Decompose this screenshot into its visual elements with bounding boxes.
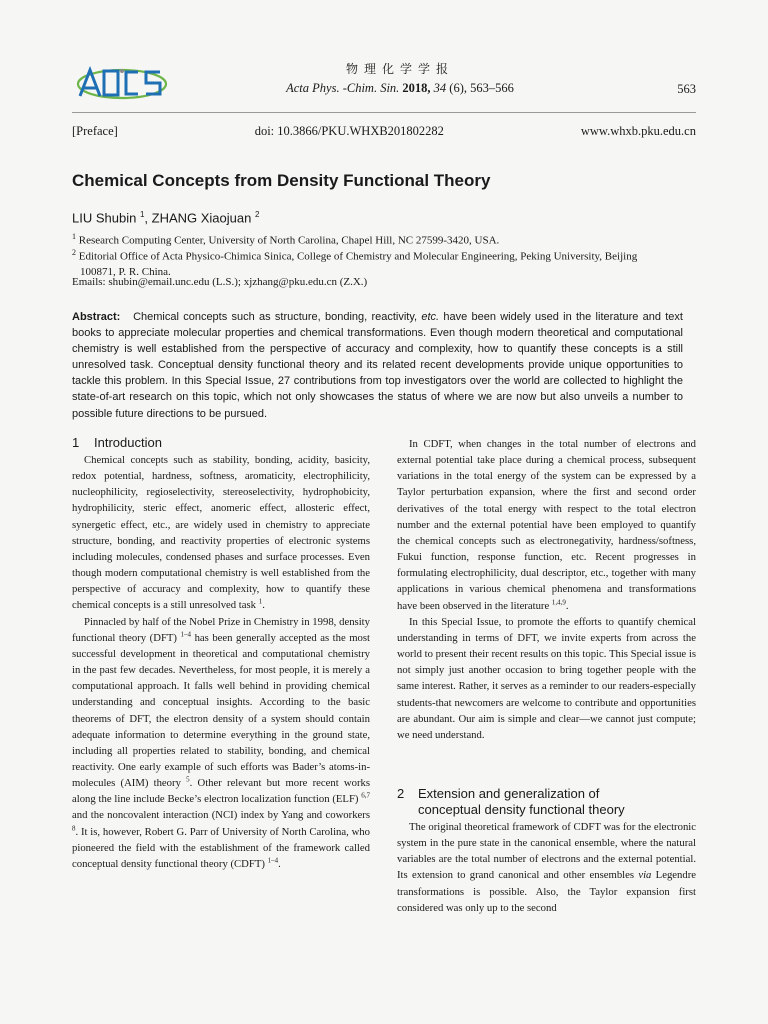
page-number: 563 — [677, 82, 696, 96]
author-list: LIU Shubin $^1$, ZHANG Xiaojuan $^2$ — [72, 210, 260, 226]
paragraph: In CDFT, when changes in the total number of electrons and external potential take place during a chemical process, subsequent variations in the total energy of the system can be expressed by a Taylor perturbation expansion, where the first and second order derivatives of the total energy with respect to the total electron number and the external potential have been employed to quantify the chemical concepts such as electronegativity, hardness/softness, Fukui function, response function, etc. Recent progresses in formulating electrophilicity, dual descriptor, etc., together with many applications in various chemical phenomena and transformations have been observed in the literature $^{1,4,9}$. — [397, 438, 696, 612]
left-column — [72, 452, 370, 872]
right-column — [397, 436, 696, 743]
affiliation-2: $^2$ Editorial Office of Acta Physico-Chimica Sinica, College of Chemistry and Molecular Engineering, Peking University, Beijing 100871, P. R. China. — [72, 248, 638, 278]
article-title: Chemical Concepts from Density Functional Theory — [72, 171, 491, 190]
author-emails: Emails: shubin@email.unc.edu (L.S.); xjzhang@pku.edu.cn (Z.X.) — [72, 276, 368, 288]
section-heading-introduction: 1 Introduction — [72, 435, 162, 450]
doi-link[interactable]: doi: 10.3866/PKU.WHXB201802282 — [254, 124, 444, 138]
paragraph: In this Special Issue, to promote the efforts to quantify chemical understanding in terms of DFT, we invite experts from across the world to present their recent results on this topic. This Special issue is not simply just another occasion to bring together people with the same interest. Rather, it serves as a reminder to our readers-especially students-that newcomers are welcome to contribute and opportunities are abundant. Our aim is simple and clear—we cannot just compute; we need understand. — [397, 615, 696, 741]
journal-name-chinese: 物理化学学报 — [345, 62, 454, 76]
section-heading-extension: 2 Extension and generalization of conceptual density functional theory — [397, 786, 625, 817]
article-type: [Preface] — [72, 124, 118, 138]
header-divider — [72, 112, 696, 113]
affiliation-1: $^1$ Research Computing Center, University of North Carolina, Chapel Hill, NC 27599-3420, USA. — [72, 232, 500, 247]
journal-citation: Acta Phys. -Chim. Sin. 2018, 34 (6), 563–566 — [286, 81, 514, 95]
paragraph: The original theoretical framework of CDFT was for the electronic system in the pure state in the canonical ensemble, where the natural variables are the total number of electrons and the external potential. Its extension to grand canonical and other ensembles via Legendre transformations is possible. Also, the Taylor expansion first considered was only up to the second — [397, 821, 697, 914]
paragraph: Pinnacled by half of the Nobel Prize in Chemistry in 1998, density functional theory (DFT) $^{1-4}$ has been generally accepted as the most successful development in theoretical and computational chemistry in the past few decades. Nevertheless, for most people, it is merely a computational approach. It falls well behind in providing chemical understanding and conceptual insights. According to the basic theorems of DFT, the electron density of a system should contain adequate information to determine everything in the ground state, including all properties related to stability, bonding, and chemical reactivity. One early example of such efforts was Bader’s atoms-in-molecules (AIM) theory $^5$. Other relevant but more recent works along the line include Becke’s electron localization function (ELF) $^{6,7}$ and the noncovalent interaction (NCI) index by Yang and coworkers $^8$. It is, however, Robert G. Parr of University of North Carolina, who pioneered the field with the establishment of the framework called conceptual density functional theory (CDFT) $^{1-4}$. — [72, 615, 371, 870]
website-link[interactable]: www.whxb.pku.edu.cn — [580, 124, 696, 138]
right-column-section2 — [397, 819, 696, 916]
abstract: Abstract: Chemical concepts such as structure, bonding, reactivity, etc. have been widely used in the literature and text books to appreciate molecular properties and chemical transformations. Even though modern theoretical and computational chemistry is well established from the perspective of accuracy and complexity, how to quantify these concepts is a still unresolved task. Conceptual density functional theory and its related recent developments provide unique opportunities to tackle this problem. In this Special Issue, 27 contributions from top investigators over the world are collected to highlight the state-of-art research on this topic, which not only showcases the status of where we are now but also unveils a number to possible future directions to be pursued. — [72, 311, 683, 420]
paragraph: Chemical concepts such as stability, bonding, acidity, basicity, redox potential, hardness, softness, aromaticity, electrophilicity, nucleophilicity, regioselectivity, stereoselectivity, hydrophobicity, hydrophilicity, steric effect, anomeric effect, allosteric effect, synergetic effect, etc., are widely used in chemistry to appreciate structure, bonding, and reactivity properties of electronic systems including molecules, condensed phases and surface processes. Even though modern computational chemistry is well established from the perspective of accuracy and complexity, how to quantify these chemical concepts is a still unresolved task $^1$. — [72, 454, 370, 612]
journal-logo — [72, 62, 168, 102]
article-meta-row — [72, 124, 696, 139]
